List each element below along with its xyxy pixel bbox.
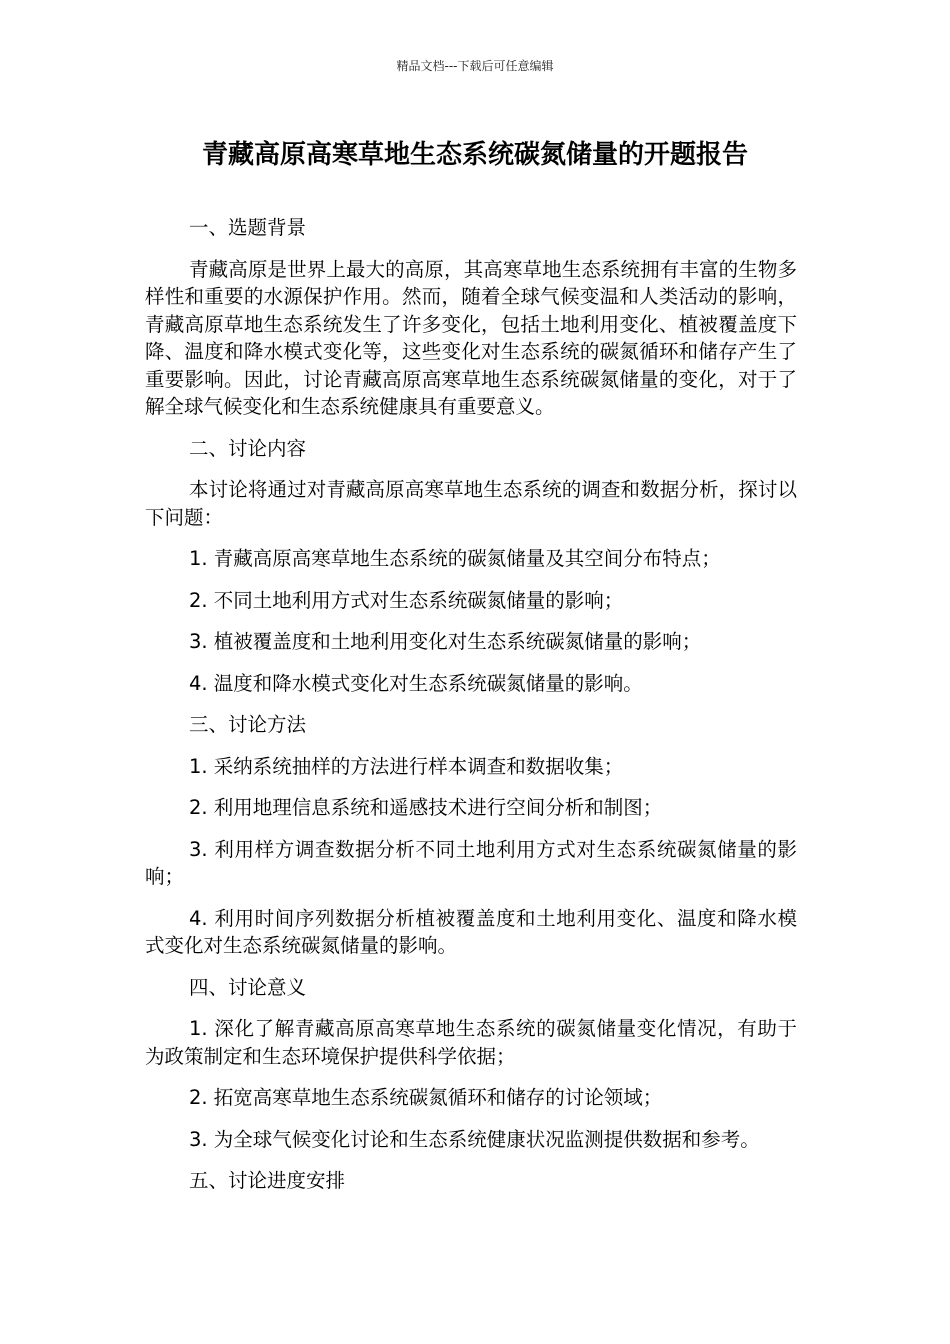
list-item: 1. 深化了解青藏高原高寒草地生态系统的碳氮储量变化情况，有助于为政策制定和生态环境保护提供科学依据；: [145, 1017, 797, 1068]
document-body: [145, 214, 797, 1195]
section-heading-schedule: 五、讨论进度安排: [189, 1169, 346, 1192]
section-heading-background: 一、选题背景: [189, 216, 307, 239]
list-item: 4. 温度和降水模式变化对生态系统碳氮储量的影响。: [189, 671, 643, 695]
list-item: 4. 利用时间序列数据分析植被覆盖度和土地利用变化、温度和降水模式变化对生态系统碳氮储量的影响。: [145, 906, 797, 957]
list-item: 3. 为全球气候变化讨论和生态系统健康状况监测提供数据和参考。: [189, 1127, 760, 1151]
list-item: 2. 不同土地利用方式对生态系统碳氮储量的影响；: [189, 588, 624, 612]
list-item: 1. 采纳系统抽样的方法进行样本调查和数据收集；: [189, 754, 624, 778]
paragraph-background: 青藏高原是世界上最大的高原，其高寒草地生态系统拥有丰富的生物多样性和重要的水源保护作用。然而，随着全球气候变温和人类活动的影响，青藏高原草地生态系统发生了许多变化，包括土地利用变化、植被覆盖度下降、温度和降水模式变化等，这些变化对生态系统的碳氮循环和储存产生了重要影响。因此，讨论青藏高原高寒草地生态系统碳氮储量的变化，对于了解全球气候变化和生态系统健康具有重要意义。: [145, 257, 797, 418]
header-note: 精品文档---下载后可任意编辑: [396, 59, 554, 73]
list-item: 1. 青藏高原高寒草地生态系统的碳氮储量及其空间分布特点；: [189, 547, 721, 570]
section-heading-content: 二、讨论内容: [189, 436, 307, 460]
section-heading-method: 三、讨论方法: [189, 713, 307, 736]
list-item: 3. 植被覆盖度和土地利用变化对生态系统碳氮储量的影响；: [189, 630, 702, 653]
list-item: 3. 利用样方调查数据分析不同土地利用方式对生态系统碳氮储量的影响；: [145, 837, 797, 888]
page-title: 青藏高原高寒草地生态系统碳氮储量的开题报告: [201, 140, 748, 170]
section-heading-significance: 四、讨论意义: [189, 975, 307, 999]
list-item: 2. 利用地理信息系统和遥感技术进行空间分析和制图；: [189, 796, 663, 819]
list-item: 2. 拓宽高寒草地生态系统碳氮循环和储存的讨论领域；: [189, 1086, 663, 1109]
paragraph-content-intro: 本讨论将通过对青藏高原高寒草地生态系统的调查和数据分析，探讨以下问题：: [145, 478, 797, 529]
